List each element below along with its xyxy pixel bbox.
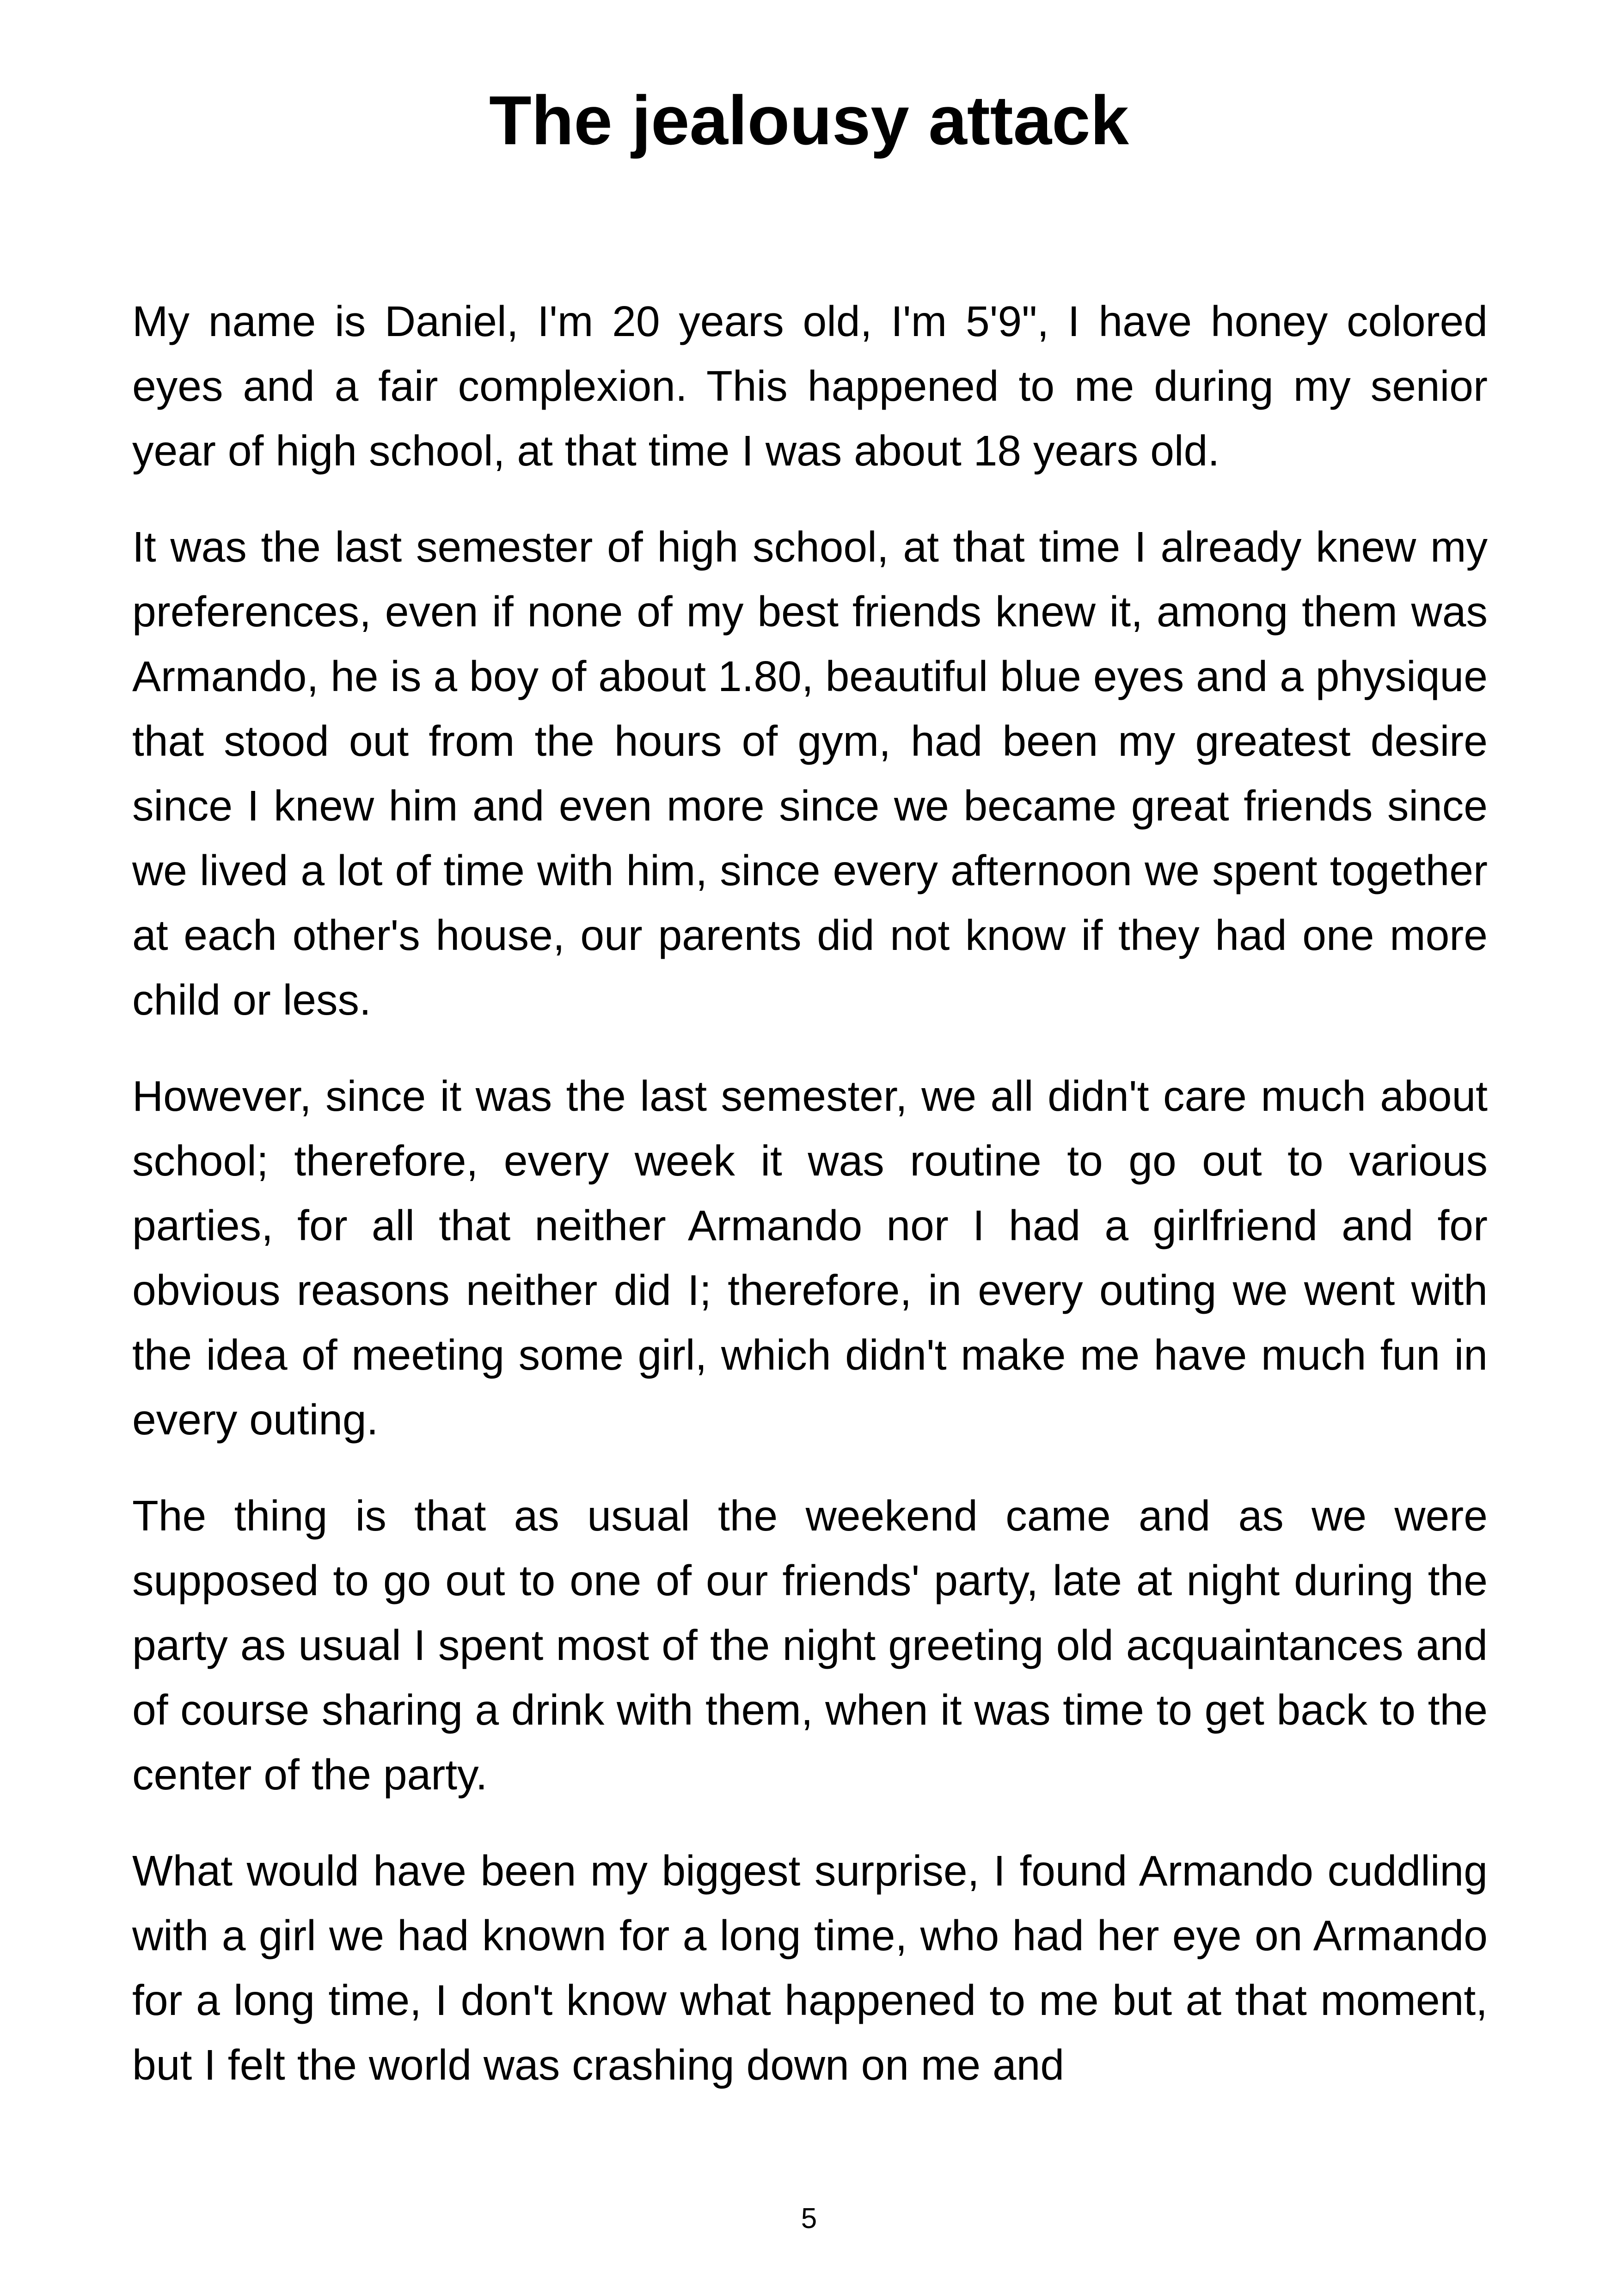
page-number: 5 — [801, 2203, 817, 2235]
paragraph-1: My name is Daniel, I'm 20 years old, I'm 5'9", I have honey colored eyes and a fair complexion. This happened to me during my senior year of high school, at that time I was about 18 years old. — [132, 297, 1488, 475]
paragraph-4: The thing is that as usual the weekend came and as we were supposed to go out to one of our friends' party, late at night during the party as usual I spent most of the night greeting old acquaintances and of course sharing a drink with them, when it was time to get back to the center of the party. — [132, 1492, 1488, 1799]
paragraph-2: It was the last semester of high school, at that time I already knew my preferences, even if none of my best friends knew it, among them was Armando, he is a boy of about 1.80, beautiful blue eyes and a physique that stood out from the hours of gym, had been my greatest desire since I knew him and even more since we became great friends since we lived a lot of time with him, since every afternoon we spent together at each other's house, our parents did not know if they had one more child or less. — [132, 523, 1488, 1024]
page-title: The jealousy attack — [489, 81, 1129, 159]
paragraph-3: However, since it was the last semester, we all didn't care much about school; therefore, every week it was routine to go out to various parties, for all that neither Armando nor I had a girlfriend and for obvious reasons neither did I; therefore, in every outing we went with the idea of meeting some girl, which didn't make me have much fun in every outing. — [132, 1072, 1488, 1444]
body-text — [132, 289, 1488, 2129]
paragraph-5: What would have been my biggest surprise, I found Armando cuddling with a girl we had known for a long time, who had her eye on Armando for a long time, I don't know what happened to me but at that moment, but I felt the world was crashing down on me and — [132, 1847, 1488, 2089]
